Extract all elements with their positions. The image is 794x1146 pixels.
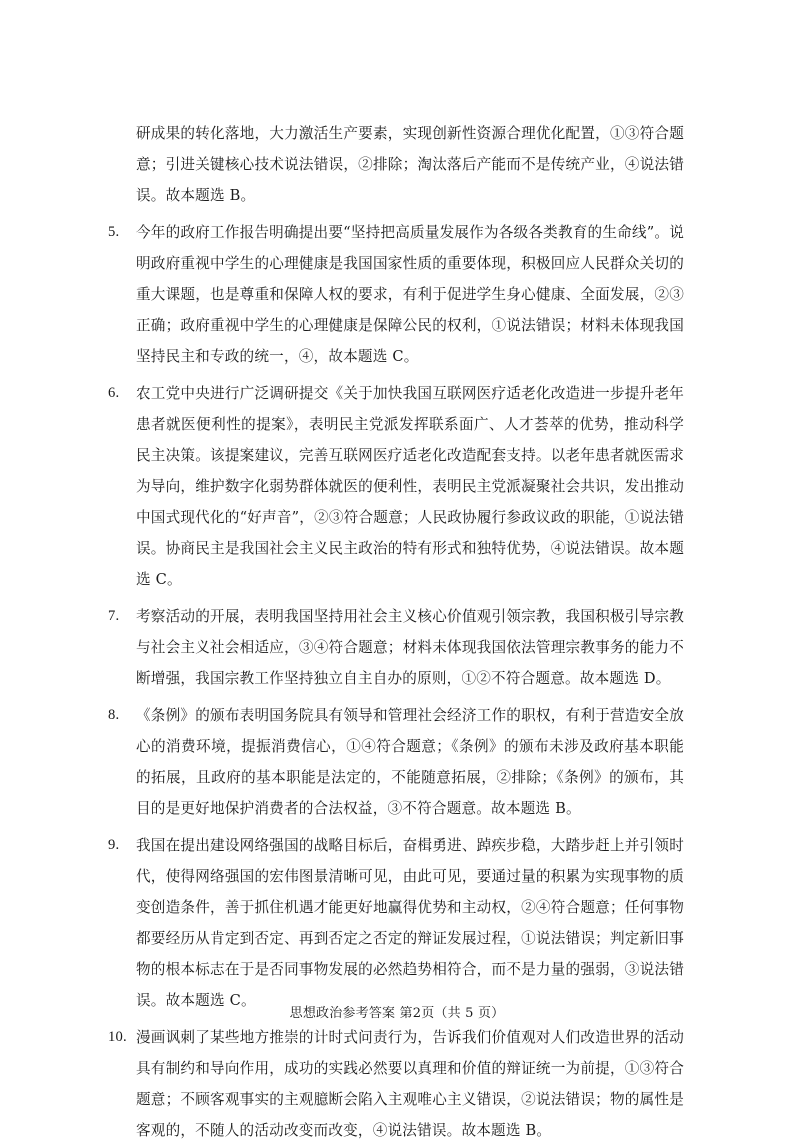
answer-item-5 — [108, 217, 684, 372]
item-number: 8. — [108, 707, 120, 723]
answer-continuation: 研成果的转化落地，大力激活生产要素，实现创新性资源合理优化配置，①③符合题意；引进关键核心技术说法错误，②排除；淘汰落后产能而不是传统产业，④说法错误。故本题选 B。 — [136, 125, 684, 204]
answer-item-10 — [108, 1022, 684, 1146]
answer-item-6 — [108, 378, 684, 595]
item-text: 农工党中央进行广泛调研提交《关于加快我国互联网医疗适老化改造进一步提升老年患者就医便利性的提案》，表明民主党派发挥联系面广、人才荟萃的优势，推动科学民主决策。该提案建议，完善互联网医疗适老化改造配套支持。以老年患者就医需求为导向，维护数字化弱势群体就医的便利性，表明民主党派凝聚社会共识，发出推动中国式现代化的“好声音”，②③符合题意；人民政协履行参政议政的职能，①说法错误。协商民主是我国社会主义民主政治的特有形式和独特优势，④说法错误。故本题选 C。 — [136, 385, 684, 588]
item-text: 我国在提出建设网络强国的战略目标后，奋楫勇进、踔疾步稳，大踏步赶上并引领时代，使得网络强国的宏伟图景清晰可见，由此可见，要通过量的积累为实现事物的质变创造条件，善于抓住机遇才能更好地赢得优势和主动权，②④符合题意；任何事物都要经历从肯定到否定、再到否定之否定的辩证发展过程，①说法错误；判定新旧事物的根本标志在于是否同事物发展的必然趋势相符合，而不是力量的强弱，③说法错误。故本题选 C。 — [136, 837, 684, 1009]
item-text: 考察活动的开展，表明我国坚持用社会主义核心价值观引领宗教，我国积极引导宗教与社会主义社会相适应，③④符合题意；材料未体现我国依法管理宗教事务的能力不断增强，我国宗教工作坚持独立自主自办的原则，①②不符合题意。故本题选 D。 — [136, 608, 684, 687]
item-number: 7. — [108, 608, 120, 624]
item-number: 5. — [108, 224, 120, 240]
answer-content — [108, 118, 684, 1146]
item-text: 今年的政府工作报告明确提出要“坚持把高质量发展作为各级各类教育的生命线”。说明政府重视中学生的心理健康是我国国家性质的重要体现，积极回应人民群众关切的重大课题，也是尊重和保障人权的要求，有利于促进学生身心健康、全面发展，②③正确；政府重视中学生的心理健康是保障公民的权利，①说法错误；材料未体现我国坚持民主和专政的统一，④，故本题选 C。 — [136, 224, 684, 365]
answer-item-9 — [108, 830, 684, 1016]
answer-item-7 — [108, 601, 684, 694]
answer-item-8 — [108, 700, 684, 824]
item-text: 漫画讽刺了某些地方推崇的计时式问责行为，告诉我们价值观对人们改造世界的活动具有制约和导向作用，成功的实践必然要以真理和价值的辩证统一为前提，①③符合题意；不顾客观事实的主观臆断会陷入主观唯心主义错误，②说法错误；物的属性是客观的，不随人的活动改变而改变，④说法错误。故本题选 B。 — [136, 1029, 684, 1139]
page-footer: 思想政治参考答案 第2页（共 5 页） — [289, 1006, 505, 1021]
item-number: 9. — [108, 837, 120, 853]
item-number: 6. — [108, 385, 120, 401]
item-text: 《条例》的颁布表明国务院具有领导和管理社会经济工作的职权，有利于营造安全放心的消费环境，提振消费信心，①④符合题意；《条例》的颁布未涉及政府基本职能的拓展，且政府的基本职能是法定的，不能随意拓展，②排除；《条例》的颁布，其目的是更好地保护消费者的合法权益，③不符合题意。故本题选 B。 — [136, 707, 684, 817]
item-number: 10. — [108, 1029, 127, 1045]
